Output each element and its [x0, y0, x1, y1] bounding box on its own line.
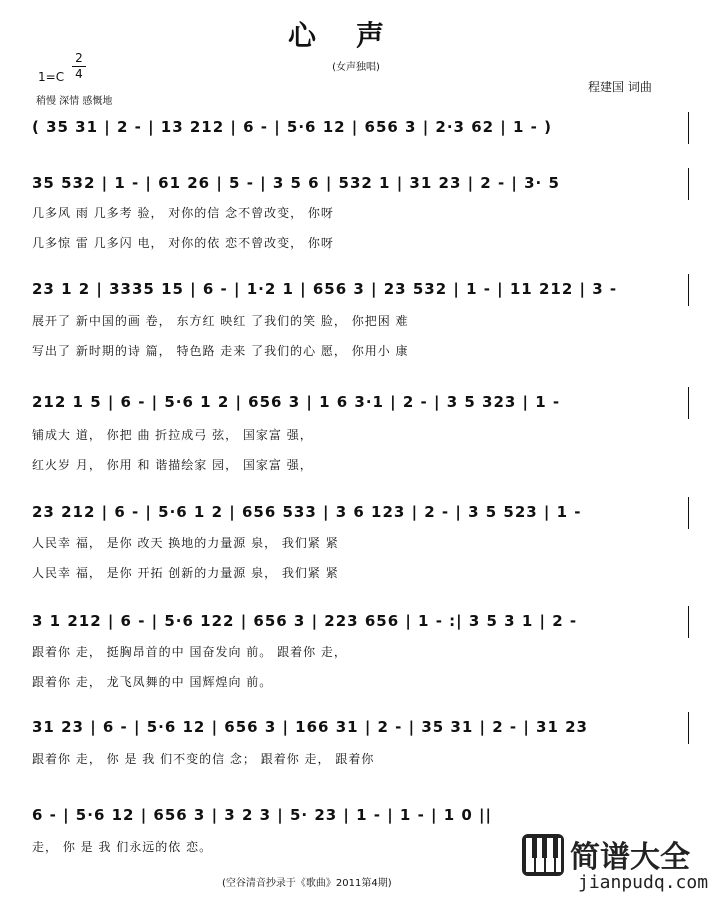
logo-url: jianpudq.com: [578, 872, 709, 893]
lyric-line: 铺成大 道， 你把 曲 折拉成弓 弦， 国家富 强，: [32, 428, 313, 442]
notation-line: 6 - | 5·6 12 | 656 3 | 3 2 3 | 5· 23 | 1 - | 1 - | 1 0 ||: [32, 806, 493, 824]
barline: [688, 274, 689, 306]
site-logo: [520, 830, 710, 900]
piano-keys-icon: [520, 830, 566, 880]
lyric-line: 人民幸 福， 是你 开拓 创新的力量源 泉， 我们紧 紧: [32, 566, 339, 580]
notation-line: ( 35 31 | 2 - | 13 212 | 6 - | 5·6 12 | 656 3 | 2·3 62 | 1 - ): [32, 118, 552, 136]
notation-line: 23 1 2 | 3335 15 | 6 - | 1·2 1 | 656 3 | 23 532 | 1 - | 11 212 | 3 -: [32, 280, 618, 298]
lyric-line: 红火岁 月， 你用 和 谐描绘家 园， 国家富 强，: [32, 458, 313, 472]
lyric-line: 跟着你 走， 龙飞凤舞的中 国辉煌向 前。: [32, 675, 273, 689]
barline: [688, 712, 689, 744]
time-signature: [72, 52, 86, 81]
barline: [688, 497, 689, 529]
notation-line: 23 212 | 6 - | 5·6 1 2 | 656 533 | 3 6 123 | 2 - | 3 5 523 | 1 -: [32, 503, 582, 521]
logo-name: 简谱大全: [570, 840, 690, 875]
time-signature-top: 2: [75, 51, 83, 65]
time-signature-bottom: 4: [75, 67, 83, 81]
lyric-line: 走， 你 是 我 们永远的依 恋。: [32, 840, 213, 854]
barline: [688, 112, 689, 144]
composer-credit: 程建国 词曲: [588, 80, 652, 94]
notation-line: 3 1 212 | 6 - | 5·6 122 | 656 3 | 223 656 | 1 - :| 3 5 3 1 | 2 -: [32, 612, 578, 630]
song-title: 心声: [287, 19, 424, 52]
barline: [688, 606, 689, 638]
lyric-line: 跟着你 走， 挺胸昂首的中 国奋发向 前。 跟着你 走，: [32, 645, 347, 659]
tempo-marking: 稍慢 深情 感慨地: [36, 96, 113, 107]
notation-line: 35 532 | 1 - | 61 26 | 5 - | 3 5 6 | 532 1 | 31 23 | 2 - | 3· 5: [32, 174, 560, 192]
notation-line: 212 1 5 | 6 - | 5·6 1 2 | 656 3 | 1 6 3·1 | 2 - | 3 5 323 | 1 -: [32, 393, 561, 411]
score-row-1: [32, 118, 692, 158]
notation-line: 31 23 | 6 - | 5·6 12 | 656 3 | 166 31 | 2 - | 35 31 | 2 - | 31 23: [32, 718, 588, 736]
song-subtitle: (女声独唱): [332, 62, 380, 73]
barline: [688, 387, 689, 419]
lyric-line: 写出了 新时期的诗 篇， 特色路 走来 了我们的心 愿， 你用小 康: [32, 344, 409, 358]
lyric-line: 几多风 雨 几多考 验， 对你的信 念不曾改变， 你呀: [32, 206, 334, 220]
lyric-line: 几多惊 雷 几多闪 电， 对你的依 恋不曾改变， 你呀: [32, 236, 334, 250]
lyric-line: 人民幸 福， 是你 改天 换地的力量源 泉， 我们紧 紧: [32, 536, 339, 550]
barline: [688, 168, 689, 200]
lyric-line: 展开了 新中国的画 卷， 东方红 映红 了我们的笑 脸， 你把困 难: [32, 314, 409, 328]
source-credit: (空谷清音抄录于《歌曲》2011第4期): [222, 878, 392, 889]
key-signature: 1=C: [38, 70, 65, 84]
lyric-line: 跟着你 走， 你 是 我 们不变的信 念； 跟着你 走， 跟着你: [32, 752, 375, 766]
